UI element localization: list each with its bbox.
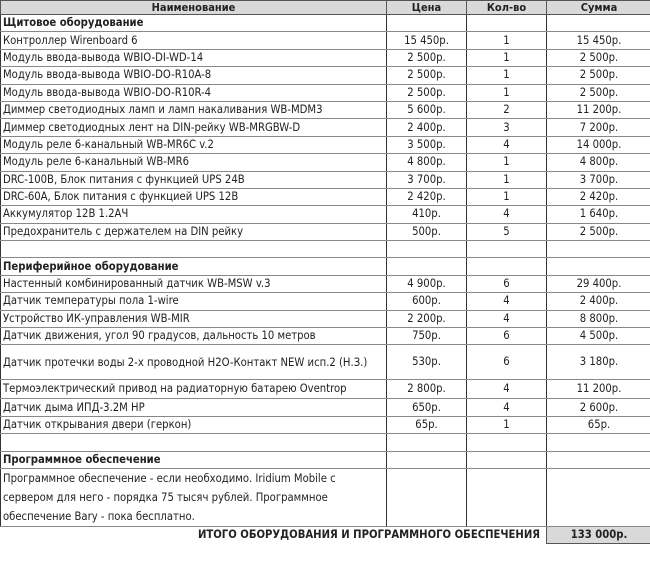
item-price: 410р.: [387, 206, 467, 223]
item-sum: 2 600р.: [547, 399, 650, 416]
item-name: Модуль реле 6-канальный WB-MR6C v.2: [1, 136, 387, 153]
empty-cell: [467, 468, 547, 526]
item-qty: 6: [467, 275, 547, 292]
item-price: 600р.: [387, 293, 467, 310]
item-qty: 1: [467, 67, 547, 84]
item-sum: 2 500р.: [547, 49, 650, 66]
table-row: [1, 275, 650, 292]
item-qty: 1: [467, 171, 547, 188]
table-row: [1, 310, 650, 327]
section-title: Щитовое оборудование: [1, 15, 387, 32]
total-row: [1, 526, 650, 543]
item-sum: 11 200р.: [547, 380, 650, 399]
item-name: Настенный комбинированный датчик WB-MSW v.3: [1, 275, 387, 292]
item-sum: 65р.: [547, 416, 650, 433]
item-name: Датчик температуры пола 1-wire: [1, 293, 387, 310]
header-row: [1, 1, 650, 15]
item-sum: 2 500р.: [547, 67, 650, 84]
empty-cell: [547, 451, 650, 468]
table-row: [1, 293, 650, 310]
item-name: Контроллер Wirenboard 6: [1, 32, 387, 49]
item-price: 4 900р.: [387, 275, 467, 292]
item-name: Модуль ввода-вывода WBIO-DO-R10A-8: [1, 67, 387, 84]
item-price: 2 200р.: [387, 310, 467, 327]
item-price: 750р.: [387, 328, 467, 345]
item-sum: 3 700р.: [547, 171, 650, 188]
section-header-row: [1, 451, 650, 468]
table-row: [1, 416, 650, 433]
table-row: [1, 154, 650, 171]
item-name: Модуль ввода-вывода WBIO-DI-WD-14: [1, 49, 387, 66]
empty-cell: [547, 258, 650, 275]
item-price: 2 500р.: [387, 67, 467, 84]
item-price: 65р.: [387, 416, 467, 433]
section-header-row: [1, 15, 650, 32]
item-sum: 2 420р.: [547, 188, 650, 205]
item-price: 3 700р.: [387, 171, 467, 188]
item-price: 15 450р.: [387, 32, 467, 49]
item-name: Датчик протечки воды 2-х проводной H2O-Контакт NEW исп.2 (Н.З.): [1, 345, 387, 380]
item-name: Термоэлектрический привод на радиаторную батарею Oventrop: [1, 380, 387, 399]
empty-cell: [467, 241, 547, 258]
item-price: 4 800р.: [387, 154, 467, 171]
section-header-row: [1, 258, 650, 275]
item-qty: 1: [467, 154, 547, 171]
item-price: 650р.: [387, 399, 467, 416]
item-sum: 4 800р.: [547, 154, 650, 171]
table-row: [1, 136, 650, 153]
empty-cell: [387, 258, 467, 275]
empty-cell: [467, 15, 547, 32]
item-price: 2 500р.: [387, 49, 467, 66]
item-price: 2 800р.: [387, 380, 467, 399]
item-name: DRC-100B, Блок питания с функцией UPS 24В: [1, 171, 387, 188]
item-qty: 4: [467, 206, 547, 223]
empty-cell: [467, 258, 547, 275]
item-sum: 2 500р.: [547, 84, 650, 101]
empty-cell: [1, 241, 387, 258]
item-price: 530р.: [387, 345, 467, 380]
item-name: Устройство ИК-управления WB-MIR: [1, 310, 387, 327]
table-row: [1, 328, 650, 345]
software-note-row: [1, 468, 650, 526]
software-note: Программное обеспечение - если необходимо. Iridium Mobile с сервером для него - порядка 75 тысяч рублей. Программное обеспечение Bary - пока бесплатно.: [1, 468, 387, 526]
header-price: Цена: [387, 1, 467, 15]
item-sum: 11 200р.: [547, 101, 650, 118]
empty-cell: [387, 468, 467, 526]
item-name: Аккумулятор 12В 1.2АЧ: [1, 206, 387, 223]
item-name: Предохранитель с держателем на DIN рейку: [1, 223, 387, 240]
item-name: Диммер светодиодных лент на DIN-рейку WB-MRGBW-D: [1, 119, 387, 136]
item-qty: 1: [467, 416, 547, 433]
item-name: Диммер светодиодных ламп и ламп накаливания WB-MDM3: [1, 101, 387, 118]
item-price: 5 600р.: [387, 101, 467, 118]
item-sum: 29 400р.: [547, 275, 650, 292]
item-qty: 6: [467, 345, 547, 380]
item-qty: 1: [467, 32, 547, 49]
item-name: Модуль реле 6-канальный WB-MR6: [1, 154, 387, 171]
section-title: Программное обеспечение: [1, 451, 387, 468]
empty-cell: [547, 468, 650, 526]
item-qty: 2: [467, 101, 547, 118]
item-name: DRC-60A, Блок питания с функцией UPS 12В: [1, 188, 387, 205]
table-row: [1, 223, 650, 240]
header-name: Наименование: [1, 1, 387, 15]
empty-cell: [467, 434, 547, 451]
table-row: [1, 345, 650, 380]
item-name: Датчик дыма ИПД-3.2М НР: [1, 399, 387, 416]
table-row: [1, 119, 650, 136]
item-price: 2 500р.: [387, 84, 467, 101]
item-price: 2 400р.: [387, 119, 467, 136]
item-qty: 4: [467, 293, 547, 310]
table-row: [1, 67, 650, 84]
table-row: [1, 32, 650, 49]
table-row: [1, 101, 650, 118]
table-row: [1, 84, 650, 101]
table-row: [1, 380, 650, 399]
empty-cell: [387, 241, 467, 258]
item-sum: 4 500р.: [547, 328, 650, 345]
section-title: Периферийное оборудование: [1, 258, 387, 275]
item-sum: 2 400р.: [547, 293, 650, 310]
item-qty: 4: [467, 136, 547, 153]
item-price: 2 420р.: [387, 188, 467, 205]
empty-cell: [1, 434, 387, 451]
item-sum: 3 180р.: [547, 345, 650, 380]
table-row: [1, 399, 650, 416]
item-price: 500р.: [387, 223, 467, 240]
item-qty: 1: [467, 84, 547, 101]
table-row: [1, 188, 650, 205]
spacer-row: [1, 241, 650, 258]
header-sum: Сумма: [547, 1, 650, 15]
item-qty: 1: [467, 49, 547, 66]
empty-cell: [547, 434, 650, 451]
item-qty: 4: [467, 310, 547, 327]
total-value: 133 000р.: [547, 526, 650, 543]
empty-cell: [387, 434, 467, 451]
item-name: Модуль ввода-вывода WBIO-DO-R10R-4: [1, 84, 387, 101]
item-sum: 2 500р.: [547, 223, 650, 240]
item-sum: 15 450р.: [547, 32, 650, 49]
item-sum: 8 800р.: [547, 310, 650, 327]
item-sum: 1 640р.: [547, 206, 650, 223]
header-qty: Кол-во: [467, 1, 547, 15]
table-row: [1, 49, 650, 66]
spacer-row: [1, 434, 650, 451]
empty-cell: [467, 451, 547, 468]
item-qty: 1: [467, 188, 547, 205]
empty-cell: [387, 451, 467, 468]
item-qty: 4: [467, 380, 547, 399]
item-qty: 5: [467, 223, 547, 240]
table-row: [1, 206, 650, 223]
item-name: Датчик движения, угол 90 градусов, дальность 10 метров: [1, 328, 387, 345]
item-qty: 6: [467, 328, 547, 345]
empty-cell: [387, 15, 467, 32]
table-row: [1, 171, 650, 188]
empty-cell: [547, 15, 650, 32]
item-qty: 3: [467, 119, 547, 136]
total-label: ИТОГО ОБОРУДОВАНИЯ И ПРОГРАММНОГО ОБЕСПЕЧЕНИЯ: [197, 528, 540, 542]
item-name: Датчик открывания двери (геркон): [1, 416, 387, 433]
item-qty: 4: [467, 399, 547, 416]
item-price: 3 500р.: [387, 136, 467, 153]
empty-cell: [547, 241, 650, 258]
item-sum: 7 200р.: [547, 119, 650, 136]
item-sum: 14 000р.: [547, 136, 650, 153]
